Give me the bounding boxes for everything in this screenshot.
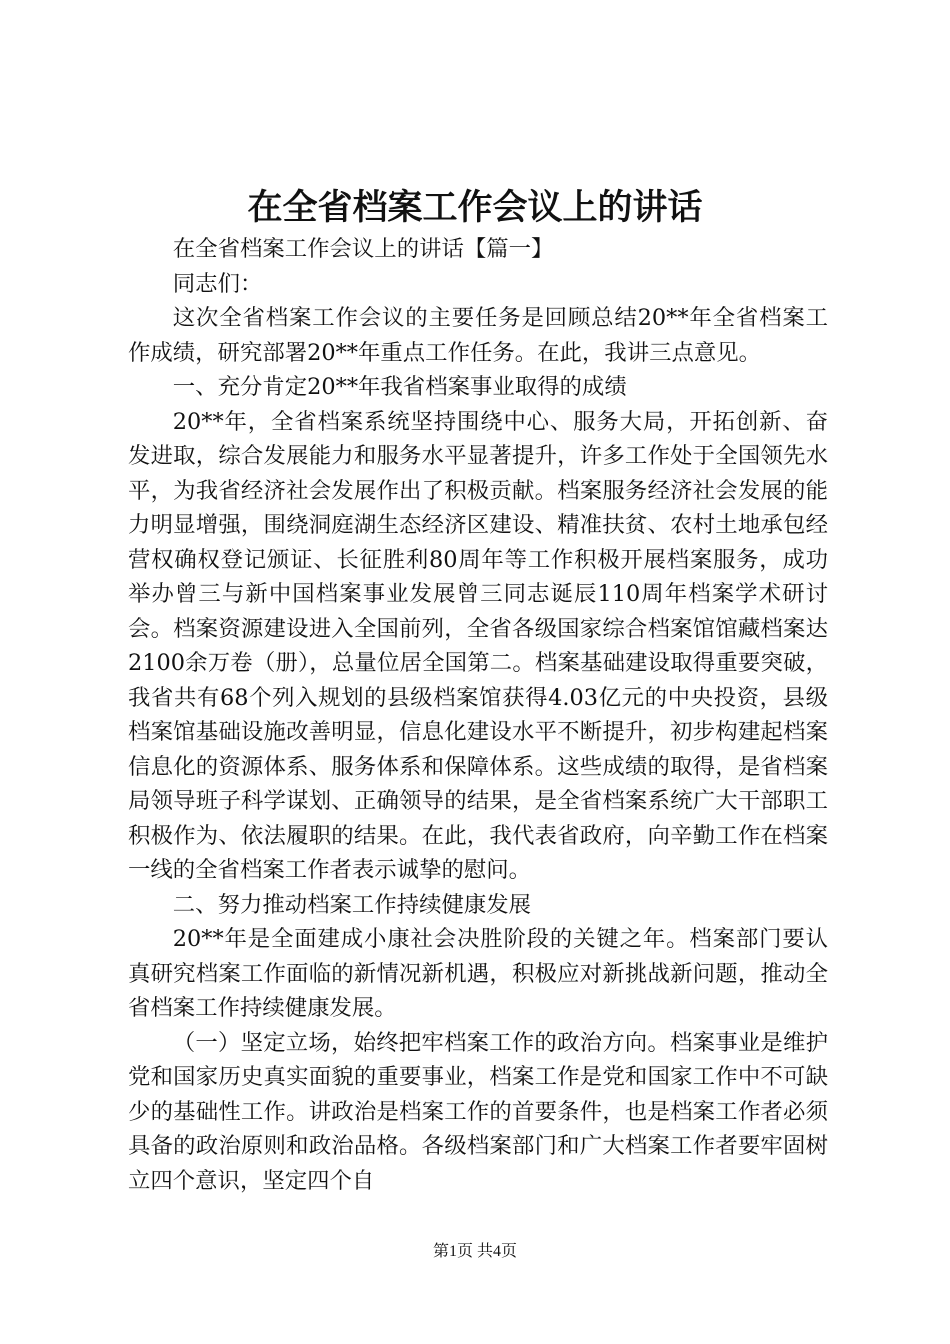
salutation: 同志们： [172, 270, 263, 297]
document-title: 在全省档案工作会议上的讲话 [247, 187, 703, 228]
page-footer: 第1页 共4页 [432, 1243, 517, 1260]
paragraph-intro: 这次全省档案工作会议的主要任务是回顾总结20**年全省档案工作成绩，研究部署20**年重点工作任务。在此，我讲三点意见。 [128, 305, 828, 366]
section-heading-part-one: 在全省档案工作会议上的讲话【篇一】 [172, 236, 554, 262]
heading-section-two: 二、努力推动档案工作持续健康发展 [172, 891, 532, 918]
paragraph-development: 20**年是全面建成小康社会决胜阶段的关键之年。档案部门要认真研究档案工作面临的新情况新机遇，积极应对新挑战新问题，推动全省档案工作持续健康发展。 [128, 926, 828, 1021]
document-body [128, 232, 828, 1198]
heading-section-one: 一、充分肯定20**年我省档案事业取得的成绩 [172, 374, 627, 400]
paragraph-political-direction: （一）坚定立场，始终把牢档案工作的政治方向。档案事业是维护党和国家历史真实面貌的重要事业，档案工作是党和国家工作中不可缺少的基础性工作。讲政治是档案工作的首要条件，也是档案工作者必须具备的政治原则和政治品格。各级档案部门和广大档案工作者要牢固树立四个意识，坚定四个自 [128, 1029, 828, 1194]
paragraph-achievements: 20**年，全省档案系统坚持围绕中心、服务大局，开拓创新、奋发进取，综合发展能力和服务水平显著提升，许多工作处于全国领先水平，为我省经济社会发展作出了积极贡献。档案服务经济社会发展的能力明显增强，围绕洞庭湖生态经济区建设、精准扶贫、农村土地承包经营权确权登记颁证、长征胜利80周年等工作积极开展档案服务，成功举办曾三与新中国档案事业发展曾三同志诞辰110周年档案学术研讨会。档案资源建设进入全国前列，全省各级国家综合档案馆馆藏档案达2100余万卷（册），总量位居全国第二。档案基础建设取得重要突破，我省共有68个列入规划的县级档案馆获得4.03亿元的中央投资，县级档案馆基础设施改善明显，信息化建设水平不断提升，初步构建起档案信息化的资源体系、服务体系和保障体系。这些成绩的取得，是省档案局领导班子科学谋划、正确领导的结果，是全省档案系统广大干部职工积极作为、依法履职的结果。在此，我代表省政府，向辛勤工作在档案一线的全省档案工作者表示诚挚的慰问。 [128, 408, 828, 883]
